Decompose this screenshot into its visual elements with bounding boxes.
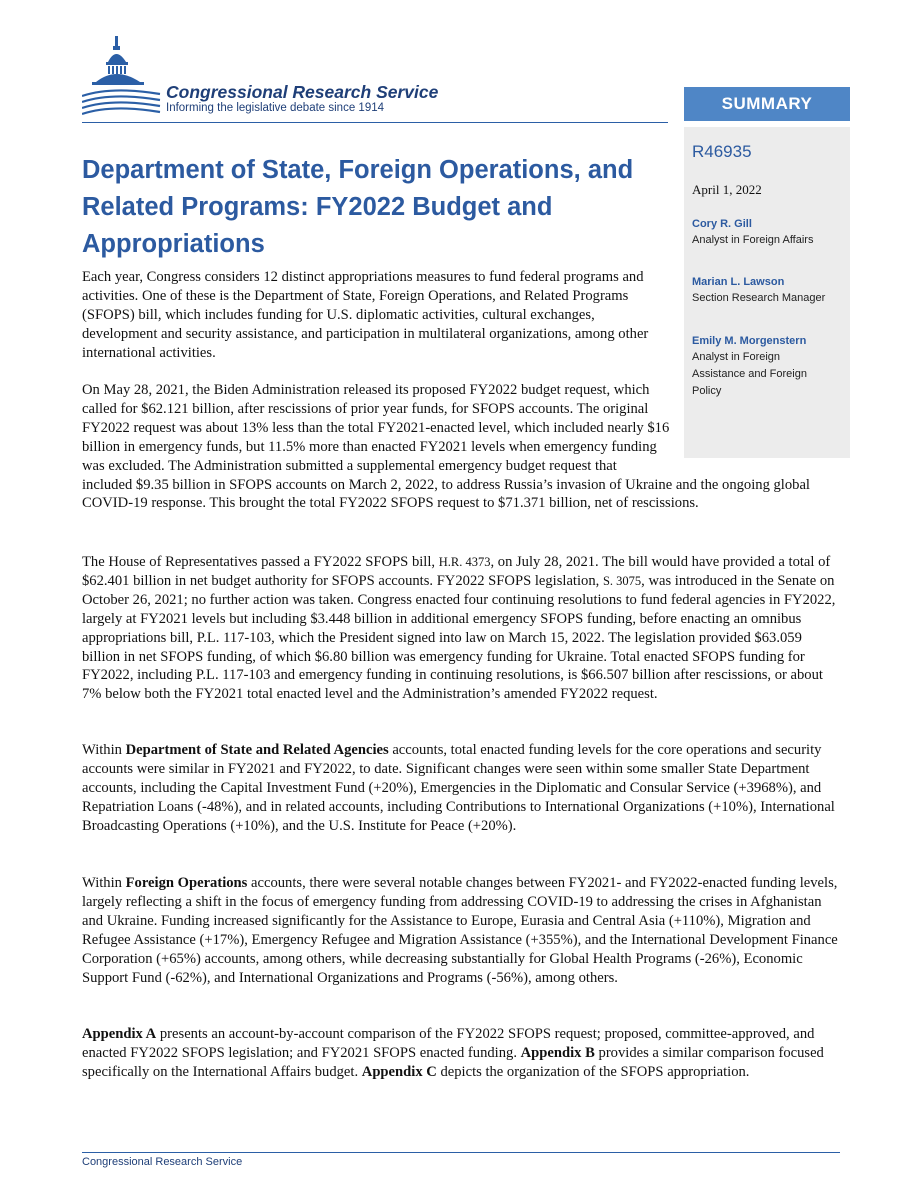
author-name: Emily M. Morgenstern <box>692 335 807 347</box>
text: accounts, total enacted funding levels for the core operations and security accounts were similar in FY2021 and FY2022, to date. Significant changes were seen within some smaller State Department accounts, including the Capital Investment Fund (+20%), Emergencies in the Diplomatic and Consular Service (+3968%), and Repatriation Loans (-48%), and in related accounts, including Contributions to International Organizations (+10%), International Broadcasting Operations (+10%), and the U.S. Institute for Peace (+20%). <box>82 742 835 834</box>
paragraph <box>82 1025 842 1082</box>
crs-logo <box>82 34 162 118</box>
text: presents an account-by-account comparison of the FY2022 SFOPS request; proposed, committee-approved, and enacted FY2022 SFOPS legislation; and FY2021 SFOPS enacted funding. <box>82 1026 815 1061</box>
footer-text: Congressional Research Service <box>82 1156 243 1168</box>
report-number: R46935 <box>692 142 752 161</box>
author-role: Analyst in Foreign Assistance and Foreign Policy <box>692 351 807 397</box>
summary-heading: SUMMARY <box>684 87 850 121</box>
paragraph: On May 28, 2021, the Biden Administration released its proposed FY2022 budget request, which called for $62.121 billion, after rescissions of prior year funds, for SFOPS accounts. The original FY2022 request was about 13% less than the total FY2021-enacted level, which included nearly $16 billion in emergency funds, but 11.5% more than enacted FY2021 levels when emergency funding was excluded. The Administration submitted a supplemental emergency budget request that included $9.35 billion in SFOPS accounts on March 2, 2022, to address Russia’s invasion of Ukraine and the ongoing global COVID-19 response. This brought the total FY2022 SFOPS request to $71.371 billion, net of rescissions. <box>82 382 810 512</box>
bold-text: Department of State and Related Agencies <box>125 742 389 758</box>
text: Within <box>82 742 122 758</box>
text: provides a similar comparison focused specifically on the International Affairs budget. <box>82 1044 824 1080</box>
paragraph <box>82 874 842 987</box>
text: The House of Representatives passed a FY2022 SFOPS bill, <box>82 554 436 570</box>
paragraph-wrap <box>82 381 842 513</box>
bold-text: Appendix B <box>520 1044 595 1061</box>
bill-link[interactable]: S. 3075 <box>602 573 642 588</box>
bold-text: Appendix A <box>82 1026 157 1042</box>
bold-text: Foreign Operations <box>125 875 248 891</box>
text: Within <box>82 875 122 891</box>
author-role: Section Research Manager <box>692 292 826 304</box>
text: depicts the organization of the SFOPS appropriation. <box>440 1063 750 1080</box>
org-name: Congressional Research Service <box>166 82 439 102</box>
author-name: Cory R. Gill <box>692 218 752 230</box>
text: , was introduced in the Senate on October 26, 2021; no further action was taken. Congress enacted four continuing resolutions to fund federal agencies in FY2022, largely at FY2021 levels but including $3.448 billion in additional emergency SFOPS funding, before enacting an omnibus appropriations bill, P.L. 117-103, which the President signed into law on March 15, 2022. The legislation provided $63.059 billion in net SFOPS funding, of which $6.80 billion was emergency funding for Ukraine. Total enacted SFOPS funding for FY2022, including P.L. 117-103 and emergency funding in continuing resolutions, is $66.507 billion after rescissions, or about 7% below both the FY2021 total enacted level and the Administration’s amended FY2022 request. <box>82 572 836 703</box>
report-date: April 1, 2022 <box>692 182 762 197</box>
bill-link[interactable]: H.R. 4373 <box>438 555 491 569</box>
capitol-dome-icon <box>82 34 162 118</box>
footer-divider <box>82 1152 840 1153</box>
text: , on July 28, 2021. The bill would have provided a total of $62.401 billion in net budget authority for SFOPS accounts. FY2022 SFOPS legislation, <box>82 554 831 589</box>
org-tagline: Informing the legislative debate since 1914 <box>166 102 385 114</box>
page-title: Department of State, Foreign Operations, and Related Programs: FY2022 Budget and Appropriations <box>82 156 634 258</box>
bold-text: Appendix C <box>361 1063 437 1080</box>
paragraph: Each year, Congress considers 12 distinct appropriations measures to fund federal programs and activities. One of these is the Department of State, Foreign Operations, and Related Programs (SFOPS) bill, which includes funding for U.S. diplomatic activities, cultural exchanges, development and security assistance, and participation in multilateral organizations, among other international activities. <box>82 269 649 361</box>
header-divider <box>82 122 668 123</box>
author-role: Analyst in Foreign Affairs <box>692 234 814 246</box>
author-name: Marian L. Lawson <box>692 276 785 288</box>
paragraph <box>82 741 842 836</box>
paragraph <box>82 553 842 704</box>
text: accounts, there were several notable changes between FY2021- and FY2022-enacted funding levels, largely reflecting a shift in the focus of emergency funding from addressing COVID-19 to addressing the crises in Afghanistan and Ukraine. Funding increased significantly for the Assistance to Europe, Eurasia and Central Asia (+110%), Migration and Refugee Assistance (+17%), Emergency Refugee and Migration Assistance (+355%), and the International Development Finance Corporation (+65%) accounts, among others, while decreasing substantially for Global Health Programs (-26%), Economic Support Fund (-62%), and International Organizations and Programs (-56%), among others. <box>82 875 838 986</box>
